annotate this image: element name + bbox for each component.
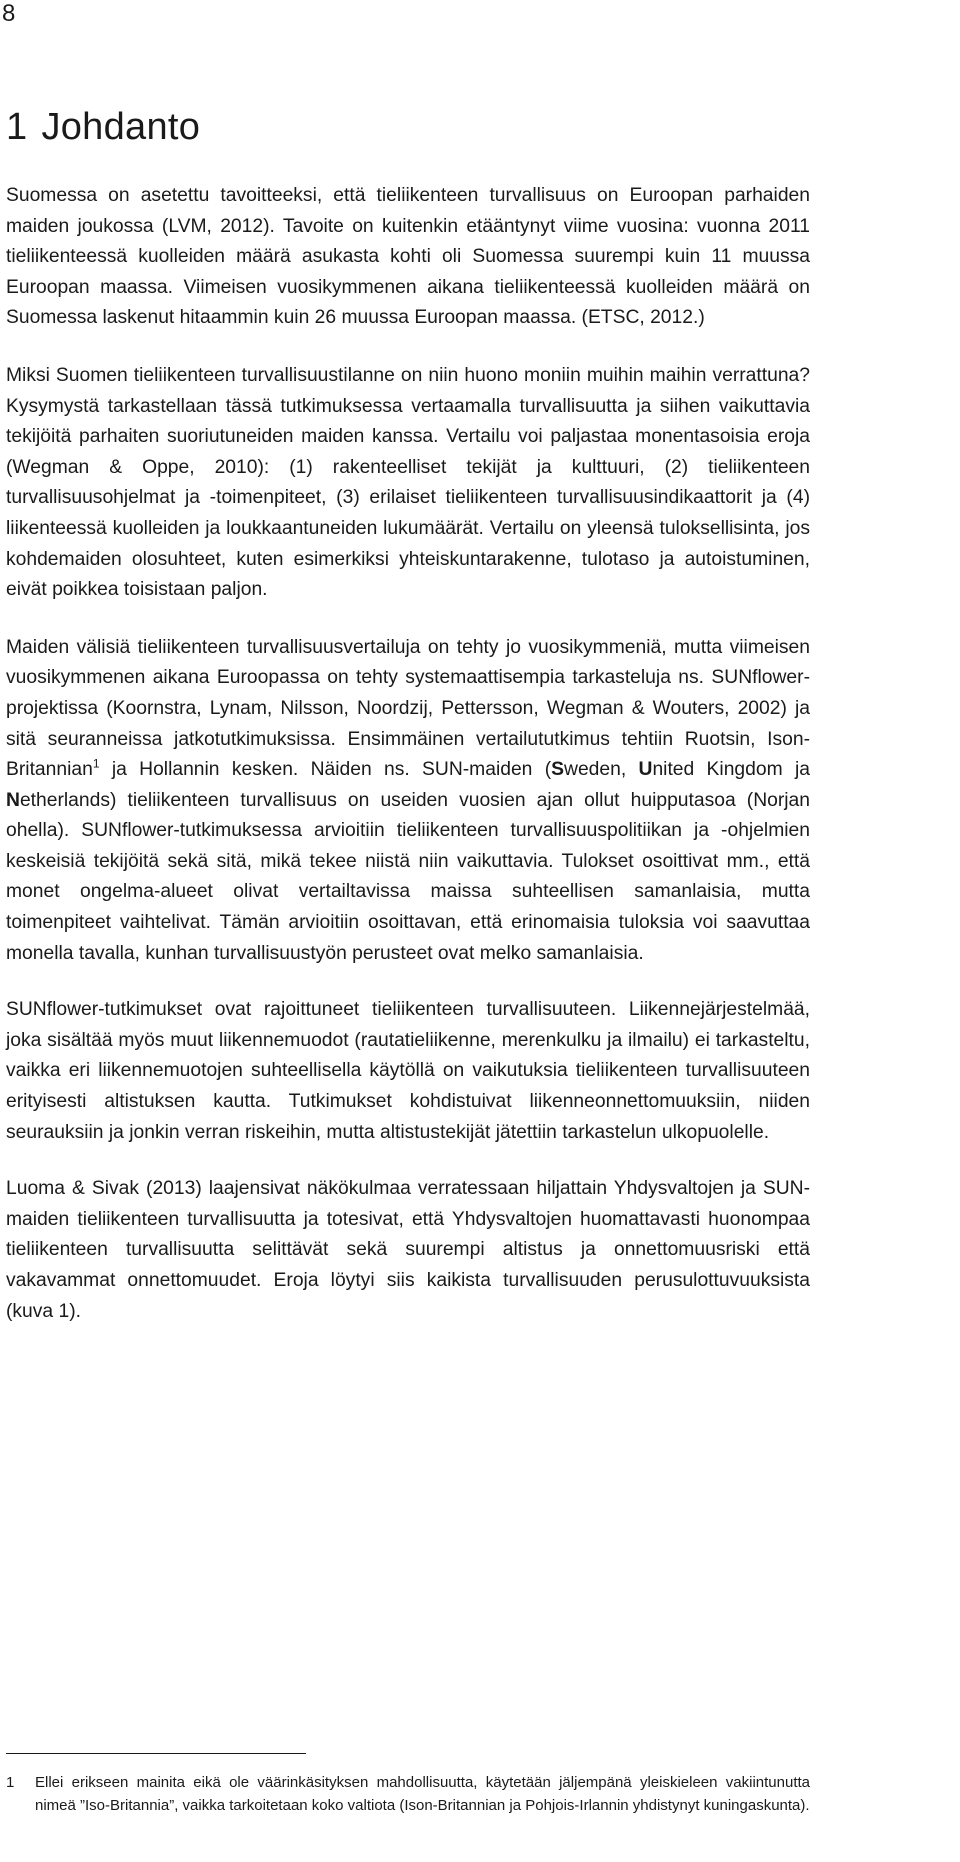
footnote-mark: 1 — [6, 1774, 15, 1791]
body-text — [6, 181, 810, 1327]
acronym-letter-u: U — [638, 759, 653, 781]
page-number: 8 — [2, 0, 16, 27]
chapter-title: Johdanto — [41, 106, 201, 148]
paragraph-3-part-3: etherlands) tieliikenteen turvallisuus on useiden vuosien ajan ollut huipputasoa (Norjan ohella). SUNflower-tutkimuksessa arvioitiin tieliikenteen turvallisuuspolitiikan ja -ohjelmien keskeisiä tekijöitä sekä sitä, mikä tekee niistä niin vaikuttavia. Tulokset osoittivat mm., että monet ongelma-alueet olivat vertailtavissa maissa suhteellisen samanlaisia, mutta toimenpiteet vaihtelivat. Tämän arvioitiin osoittavan, että erinomaisia tuloksia voi saavuttaa monella tavalla, kunhan turvallisuustyön perusteet ovat melko samanlaisia. — [6, 789, 810, 964]
paragraph-3-part-1: Maiden välisiä tieliikenteen turvallisuusvertailuja on tehty jo vuosikymmeniä, mutta viimeisen vuosikymmenen aikana Euroopassa on tehty systemaattisempia tarkasteluja ns. SUNflower-projektissa (Koornstra, Lynam, Nilsson, Noordzij, Pettersson, Wegman & Wouters, 2002) ja sitä seuranneissa jatkotutkimuksissa. Ensimmäinen vertailututkimus tehtiin Ruotsin, Ison-Britannian — [6, 636, 810, 781]
footnote-reference: 1 — [92, 756, 100, 771]
paragraph-3-sweden: weden, — [564, 759, 639, 781]
acronym-letter-n: N — [6, 789, 20, 811]
acronym-letter-s: S — [551, 759, 565, 781]
paragraph-4: SUNflower-tutkimukset ovat rajoittuneet tieliikenteen turvallisuuteen. Liikennejärjestelmää, joka sisältää myös muut liikennemuodot (rautatieliikenne, merenkulku ja ilmailu) ei tarkasteltu, vaikka eri liikennemuotojen suhteellisella käytöllä on vaikutuksia tieliikenteen turvallisuuteen erityisesti altistuksen kautta. Tutkimukset kohdistuivat liikenneonnettomuuksiin, niiden seurauksiin ja jonkin verran riskeihin, mutta altistustekijät jätettiin tarkastelun ulkopuolelle. — [6, 999, 810, 1143]
footnote — [6, 1772, 810, 1817]
paragraph-5: Luoma & Sivak (2013) laajensivat näkökulmaa verratessaan hiljattain Yhdysvaltojen ja SUN-maiden tieliikenteen turvallisuutta ja totesivat, että Yhdysvaltojen huomattavasti huonompaa tieliikenteen turvallisuutta selittävät sekä suurempi altistus ja onnettomuusriski että vakavammat onnettomuudet. Eroja löytyi siis kaikista turvallisuuden perusulottuvuuksista (kuva 1). — [6, 1178, 810, 1322]
paragraph-3 — [6, 633, 810, 970]
paragraph-2: Miksi Suomen tieliikenteen turvallisuustilanne on niin huono moniin muihin maihin verrattuna? Kysymystä tarkastellaan tässä tutkimuksessa vertaamalla turvallisuutta ja siihen vaikuttavia tekijöitä parhaiten suoriutuneiden maiden kanssa. Vertailu voi paljastaa monentasoisia eroja (Wegman & Oppe, 2010): (1) rakenteelliset tekijät ja kulttuuri, (2) tieliikenteen turvallisuusohjelmat ja -toimenpiteet, (3) erilaiset tieliikenteen turvallisuusindikaattorit ja (4) liikenteessä kuolleiden ja loukkaantuneiden lukumäärät. Vertailu on yleensä tuloksellisinta, jos kohdemaiden olosuhteet, kuten esimerkiksi yhteiskuntarakenne, tulotaso ja autoistuminen, eivät poikkea toisistaan paljon. — [6, 364, 810, 601]
footnote-text: Ellei erikseen mainita eikä ole väärinkäsityksen mahdollisuutta, käytetään jäljempänä yleiskieleen vakiintunutta nimeä ”Iso-Britannia”, vaikka tarkoitetaan koko valtiota (Ison-Britannian ja Pohjois-Irlannin yhdistynyt kuningaskunta). — [35, 1774, 810, 1814]
footnote-divider — [6, 1753, 306, 1754]
paragraph-3-united-kingdom: nited Kingdom ja — [652, 759, 810, 781]
paragraph-3-part-2: ja Hollannin kesken. Näiden ns. SUN-maiden ( — [99, 759, 552, 781]
paragraph-1: Suomessa on asetettu tavoitteeksi, että tieliikenteen turvallisuus on Euroopan parhaiden maiden joukossa (LVM, 2012). Tavoite on kuitenkin etääntynyt viime vuosina: vuonna 2011 tieliikenteessä kuolleiden määrä asukasta kohti oli Suomessa suurempi kuin 11 muussa Euroopan maassa. Viimeisen vuosikymmenen aikana tieliikenteessä kuolleiden määrä on Suomessa laskenut hitaammin kuin 26 muussa Euroopan maassa. (ETSC, 2012.) — [6, 185, 810, 329]
chapter-heading — [6, 104, 200, 150]
chapter-number: 1 — [6, 106, 28, 148]
